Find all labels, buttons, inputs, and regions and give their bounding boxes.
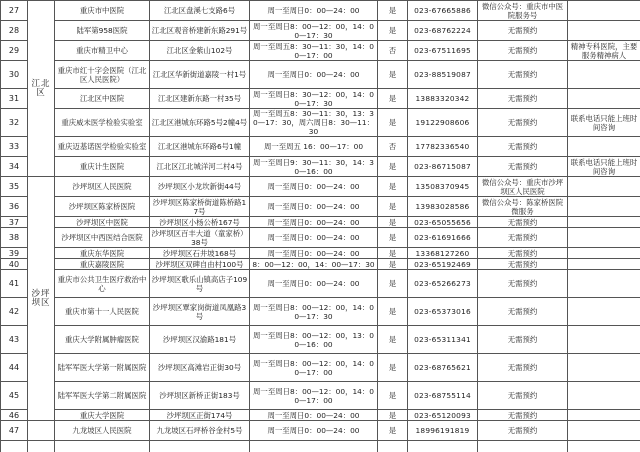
weekend-service: 是 — [378, 298, 408, 326]
service-hours: 周一至周日8：00—12：00，14：00—17：00 — [250, 382, 378, 410]
hospital-address: 沙坪坝区小杨公桥167号 — [150, 217, 250, 228]
remark — [568, 421, 640, 441]
booking-method: 无需预约 — [478, 41, 568, 61]
hospital-name: 重庆迈基诺医学检验实验室 — [55, 137, 150, 157]
row-number: 36 — [1, 197, 28, 217]
service-hours: 周一至周日8：00—12：00，14：00—17：00 — [250, 354, 378, 382]
hospital-name: 沙坪坝区中医院 — [55, 217, 150, 228]
hospital-address: 江北区华新街道嘉陵一村1号 — [150, 61, 250, 89]
row-number: 32 — [1, 109, 28, 137]
row-number: 28 — [1, 21, 28, 41]
district-cell: 沙坪坝区 — [28, 177, 55, 421]
contact-phone: 023-68762224 — [408, 21, 478, 41]
table-row — [1, 41, 640, 61]
contact-phone: 17782336540 — [408, 137, 478, 157]
service-hours: 周一至周日0：00—24：00 — [250, 177, 378, 197]
hospital-address: 沙坪坝区高滩岩正街30号 — [150, 354, 250, 382]
weekend-service: 是 — [378, 157, 408, 177]
hospital-name: 重庆东华医院 — [55, 248, 150, 259]
service-hours: 周一至周日0：00—24：00 — [250, 217, 378, 228]
hospital-address: 江北区港城东环路6号1幢 — [150, 137, 250, 157]
table-row — [1, 228, 640, 248]
row-number: 43 — [1, 326, 28, 354]
hospital-address: 沙坪坝区歌乐山镇高店子109号 — [150, 270, 250, 298]
table-row — [1, 270, 640, 298]
weekend-service: 是 — [378, 197, 408, 217]
table-row — [1, 137, 640, 157]
weekend-service: 否 — [378, 137, 408, 157]
table-row — [1, 410, 640, 421]
contact-phone: 18996191819 — [408, 421, 478, 441]
hospital-name: 陆军第958医院 — [55, 21, 150, 41]
service-hours: 周一至周五 16：00—17：00 — [250, 137, 378, 157]
remark — [568, 270, 640, 298]
booking-method: 无需预约 — [478, 89, 568, 109]
booking-method: 无需预约 — [478, 270, 568, 298]
remark — [568, 410, 640, 421]
remark — [568, 326, 640, 354]
booking-method: 无需预约 — [478, 248, 568, 259]
hospital-address: 江北区港城东环路5号2幢4号 — [150, 109, 250, 137]
remark — [568, 382, 640, 410]
hospital-address: 沙坪坝区新桥正街183号 — [150, 382, 250, 410]
contact-phone: 023-65266273 — [408, 270, 478, 298]
row-number: 34 — [1, 157, 28, 177]
weekend-service: 是 — [378, 21, 408, 41]
remark — [568, 298, 640, 326]
hospital-address: 江北区建新东路一村35号 — [150, 89, 250, 109]
hospital-name: 江北区中医院 — [55, 89, 150, 109]
booking-method: 无需预约 — [478, 109, 568, 137]
hospital-address: 沙坪坝区覃家岗街道凤凰路3号 — [150, 298, 250, 326]
row-number: 40 — [1, 259, 28, 270]
hospital-address: 九龙坡区石坪桥谷金村5号 — [150, 421, 250, 441]
hospital-address: 沙坪坝区陈家桥街道陈桥路17号 — [150, 197, 250, 217]
hospital-address: 江北区观音桥建新东路291号 — [150, 21, 250, 41]
hospital-name: 沙坪坝区陈家桥医院 — [55, 197, 150, 217]
row-number: 39 — [1, 248, 28, 259]
hospital-name: 陆军军医大学第一附属医院 — [55, 354, 150, 382]
service-hours: 周一至周日0：00—24：00 — [250, 270, 378, 298]
hospital-address: 沙坪坝区正街174号 — [150, 410, 250, 421]
contact-phone: 19122908606 — [408, 109, 478, 137]
hospital-name: 重庆市第十一人民医院 — [55, 298, 150, 326]
booking-method: 无需预约 — [478, 298, 568, 326]
table-row — [1, 248, 640, 259]
contact-phone — [408, 441, 478, 452]
remark — [568, 137, 640, 157]
hospital-name: 重庆市中医院 — [55, 1, 150, 21]
table-row — [1, 421, 640, 441]
booking-method: 微信公众号：陈家桥医院微服务 — [478, 197, 568, 217]
weekend-service: 是 — [378, 177, 408, 197]
hospital-address: 沙坪坝区双碑自由村100号 — [150, 259, 250, 270]
contact-phone: 023-65192469 — [408, 259, 478, 270]
booking-method: 无需预约 — [478, 157, 568, 177]
booking-method: 无需预约 — [478, 421, 568, 441]
booking-method: 无需预约 — [478, 21, 568, 41]
weekend-service: 否 — [378, 41, 408, 61]
weekend-service — [378, 441, 408, 452]
booking-method: 无需预约 — [478, 217, 568, 228]
remark — [568, 354, 640, 382]
table-row — [1, 197, 640, 217]
row-number — [1, 441, 28, 452]
contact-phone: 023-65373016 — [408, 298, 478, 326]
contact-phone: 023-61691666 — [408, 228, 478, 248]
hospital-name: 九龙坡区人民医院 — [55, 421, 150, 441]
district-cell: 江北区 — [28, 1, 55, 177]
booking-method: 无需预约 — [478, 326, 568, 354]
booking-method: 无需预约 — [478, 410, 568, 421]
weekend-service: 是 — [378, 410, 408, 421]
row-number: 44 — [1, 354, 28, 382]
table-row — [1, 21, 640, 41]
service-hours: 周一至周日9：30—11：30，14：30—16：00 — [250, 157, 378, 177]
remark — [568, 248, 640, 259]
table-row — [1, 217, 640, 228]
weekend-service: 是 — [378, 217, 408, 228]
row-number: 27 — [1, 1, 28, 21]
contact-phone: 023-67511695 — [408, 41, 478, 61]
hospital-address: 江北区金紫山102号 — [150, 41, 250, 61]
contact-phone: 13883320342 — [408, 89, 478, 109]
remark — [568, 228, 640, 248]
row-number: 47 — [1, 421, 28, 441]
booking-method: 无需预约 — [478, 137, 568, 157]
booking-method: 微信公众号：重庆市中医院服务号 — [478, 1, 568, 21]
remark: 联系电话只能上班时间咨询 — [568, 109, 640, 137]
hospital-address: 江北区盘溪七支路6号 — [150, 1, 250, 21]
weekend-service: 是 — [378, 89, 408, 109]
contact-phone: 023-65311341 — [408, 326, 478, 354]
booking-method: 无需预约 — [478, 259, 568, 270]
row-number: 29 — [1, 41, 28, 61]
row-number: 45 — [1, 382, 28, 410]
table-row — [1, 259, 640, 270]
weekend-service: 是 — [378, 259, 408, 270]
service-hours — [250, 441, 378, 452]
table-row — [1, 89, 640, 109]
remark — [568, 177, 640, 197]
booking-method: 无需预约 — [478, 61, 568, 89]
table-row — [1, 441, 640, 452]
hospital-address: 沙坪坝区百丰大道（童家桥）38号 — [151, 228, 248, 247]
table-row — [1, 177, 640, 197]
weekend-service: 是 — [378, 1, 408, 21]
remark — [568, 197, 640, 217]
service-hours: 周一至周日0：00—24：00 — [250, 1, 378, 21]
contact-phone: 13368127260 — [408, 248, 478, 259]
row-number: 35 — [1, 177, 28, 197]
remark — [568, 61, 640, 89]
remark — [568, 1, 640, 21]
row-number: 30 — [1, 61, 28, 89]
table-row — [1, 382, 640, 410]
row-number: 41 — [1, 270, 28, 298]
table-row — [1, 157, 640, 177]
table-row — [1, 354, 640, 382]
row-number: 33 — [1, 137, 28, 157]
remark — [568, 441, 640, 452]
table-row — [1, 1, 640, 21]
row-number: 31 — [1, 89, 28, 109]
weekend-service: 是 — [378, 354, 408, 382]
table-row — [1, 326, 640, 354]
weekend-service: 是 — [378, 421, 408, 441]
hospital-name: 重庆市精卫中心 — [55, 41, 150, 61]
remark — [568, 21, 640, 41]
district-cell — [28, 441, 55, 452]
remark: 联系电话只能上班时间咨询 — [568, 157, 640, 177]
hospital-name: 沙坪坝区人民医院 — [55, 177, 150, 197]
contact-phone: 13508370945 — [408, 177, 478, 197]
hospital-name: 沙坪坝区中西医结合医院 — [55, 228, 150, 248]
hospital-name: 重庆嘉陵医院 — [55, 259, 150, 270]
service-hours: 周一至周五8：30—11：30，13：30—17：30，周六周日8：30—11：30 — [250, 109, 378, 137]
weekend-service: 是 — [378, 382, 408, 410]
service-hours: 周一至周五8：30—11：30，14：00—17：00 — [250, 41, 378, 61]
hospital-address: 沙坪坝区汉渝路181号 — [150, 326, 250, 354]
hospital-name — [55, 441, 150, 452]
contact-phone: 023-67665886 — [408, 1, 478, 21]
booking-method: 无需预约 — [478, 228, 568, 248]
table-row — [1, 298, 640, 326]
weekend-service: 是 — [378, 109, 408, 137]
row-number: 46 — [1, 410, 28, 421]
weekend-service: 是 — [378, 326, 408, 354]
contact-phone: 023-65120093 — [408, 410, 478, 421]
table-row — [1, 109, 640, 137]
hospital-name: 重庆市公共卫生医疗救治中心 — [55, 270, 150, 298]
hospital-name: 重庆大学医院 — [55, 410, 150, 421]
hospital-name: 重庆市红十字会医院（江北区人民医院） — [55, 61, 150, 89]
contact-phone: 023-68765621 — [408, 354, 478, 382]
service-hours: 周一至周日8：00—12：00，14：00—17：30 — [250, 21, 378, 41]
row-number: 38 — [1, 228, 28, 248]
service-hours: 周一至周日0：00—24：00 — [250, 421, 378, 441]
booking-method — [478, 441, 568, 452]
hospital-name: 重庆大学附属肿瘤医院 — [55, 326, 150, 354]
row-number: 37 — [1, 217, 28, 228]
weekend-service: 是 — [378, 248, 408, 259]
hospital-name: 重庆计生医院 — [55, 157, 150, 177]
contact-phone: 023-68755114 — [408, 382, 478, 410]
remark — [568, 259, 640, 270]
remark — [568, 217, 640, 228]
booking-method: 无需预约 — [478, 354, 568, 382]
row-number: 42 — [1, 298, 28, 326]
weekend-service: 是 — [378, 228, 408, 248]
hospital-address: 沙坪坝区小龙坎新街44号 — [150, 177, 250, 197]
service-hours: 周一至周日0：00—24：00 — [250, 61, 378, 89]
booking-method: 微信公众号：重庆市沙坪坝区人民医院 — [478, 177, 568, 197]
hospital-address: 沙坪坝区石井坡168号 — [150, 248, 250, 259]
contact-phone: 023-88519087 — [408, 61, 478, 89]
service-hours: 周一至周日8：30—12：00，14：00—17：30 — [250, 89, 378, 109]
hospital-address — [150, 441, 250, 452]
service-hours: 周一至周日8：00—12：00，13：00—16：00 — [250, 326, 378, 354]
service-hours: 周一至周日0：00—24：00 — [250, 197, 378, 217]
weekend-service: 是 — [378, 61, 408, 89]
service-hours: 周一至周日8：00—12：00，14：00—17：30 — [250, 298, 378, 326]
service-hours: 周一至周日0：00—24：00 — [250, 410, 378, 421]
remark: 精神专科医院，主要服务精神病人 — [568, 41, 640, 61]
hospital-name: 陆军军医大学第二附属医院 — [55, 382, 150, 410]
district-cell — [28, 421, 55, 441]
contact-phone: 023-65055656 — [408, 217, 478, 228]
remark — [568, 89, 640, 109]
weekend-service: 是 — [378, 270, 408, 298]
service-hours: 周一至周日0：00—24：00 — [250, 228, 378, 248]
hospital-address: 江北区江北城洋河二村4号 — [150, 157, 250, 177]
hospital-name: 重庆威未医学检验实验室 — [55, 109, 150, 137]
contact-phone: 023-86715087 — [408, 157, 478, 177]
contact-phone: 13983028586 — [408, 197, 478, 217]
table-row — [1, 61, 640, 89]
service-hours: 8：00—12：00，14：00—17：30 — [250, 259, 378, 270]
service-hours: 周一至周日0：00—24：00 — [250, 248, 378, 259]
booking-method: 无需预约 — [478, 382, 568, 410]
